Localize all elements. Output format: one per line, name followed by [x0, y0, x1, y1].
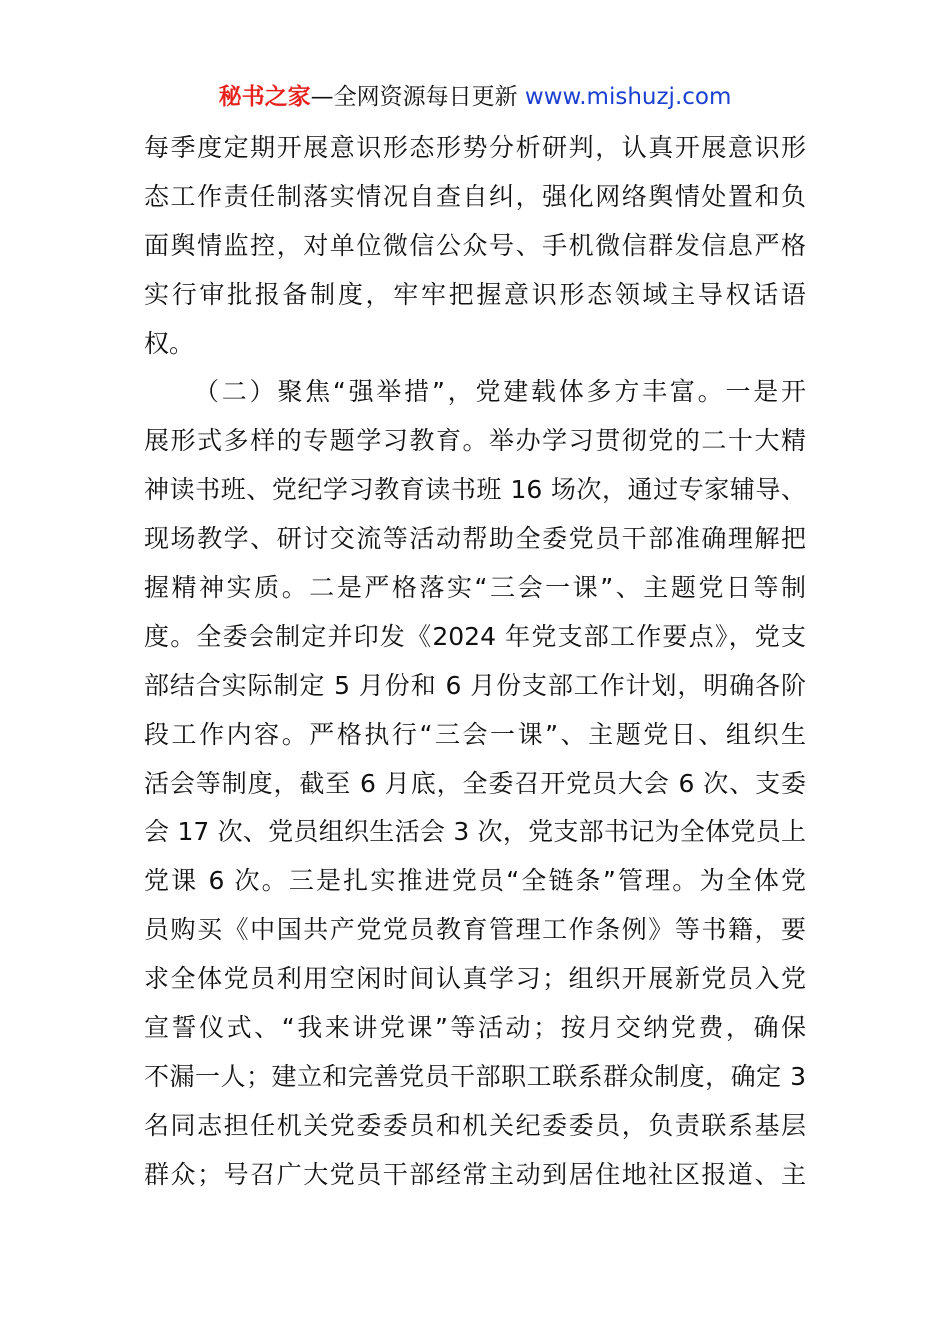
text-line: 不漏一人；建立和完善党员干部职工联系群众制度，确定 3 — [144, 1061, 806, 1091]
text-line: 实行审批报备制度，牢牢把握意识形态领域主导权话语 — [144, 279, 806, 309]
text-line: 每季度定期开展意识形态形势分析研判，认真开展意识形 — [144, 133, 806, 162]
document-body — [144, 124, 806, 1200]
text-line: 展形式多样的专题学习教育。举办学习贯彻党的二十大精 — [144, 426, 806, 456]
text-line: 活会等制度，截至 6 月底，全委召开党员大会 6 次、支委 — [144, 768, 806, 798]
text-line: 握精神实质。二是严格落实“三会一课”、主题党日等制 — [144, 573, 806, 603]
text-line: 群众；号召广大党员干部经常主动到居住地社区报道、主 — [144, 1159, 806, 1189]
text-line: 党课 6 次。三是扎实推进党员“全链条”管理。为全体党 — [144, 866, 806, 896]
text-line: 权。 — [144, 328, 195, 358]
text-line: 度。全委会制定并印发《2024 年党支部工作要点》，党支 — [144, 621, 806, 651]
page-header — [0, 80, 950, 114]
section-heading-line: （二）聚焦“强举措”，党建载体多方丰富。一是开 — [194, 377, 806, 407]
text-line: 会 17 次、党员组织生活会 3 次，党支部书记为全体党员上 — [144, 817, 806, 847]
text-line: 宣誓仪式、“我来讲党课”等活动；按月交纳党费，确保 — [144, 1013, 806, 1043]
text-line: 求全体党员利用空闲时间认真学习；组织开展新党员入党 — [144, 964, 806, 994]
header-slogan: —全网资源每日更新 — [310, 84, 518, 110]
text-line: 名同志担任机关党委委员和机关纪委委员，负责联系基层 — [144, 1110, 806, 1140]
text-line: 神读书班、党纪学习教育读书班 16 场次，通过专家辅导、 — [144, 475, 806, 505]
text-line: 态工作责任制落实情况自查自纠，强化网络舆情处置和负 — [144, 181, 806, 211]
text-line: 现场教学、研讨交流等活动帮助全委党员干部准确理解把 — [144, 524, 806, 554]
text-line: 面舆情监控，对单位微信公众号、手机微信群发信息严格 — [144, 230, 806, 260]
header-brand: 秘书之家 — [218, 84, 311, 110]
text-line: 部结合实际制定 5 月份和 6 月份支部工作计划，明确各阶 — [144, 670, 806, 700]
header-url-link[interactable]: www.mishuzj.com — [524, 84, 732, 110]
text-line: 员购买《中国共产党党员教育管理工作条例》等书籍，要 — [144, 915, 806, 945]
text-line: 段工作内容。严格执行“三会一课”、主题党日、组织生 — [144, 719, 806, 749]
